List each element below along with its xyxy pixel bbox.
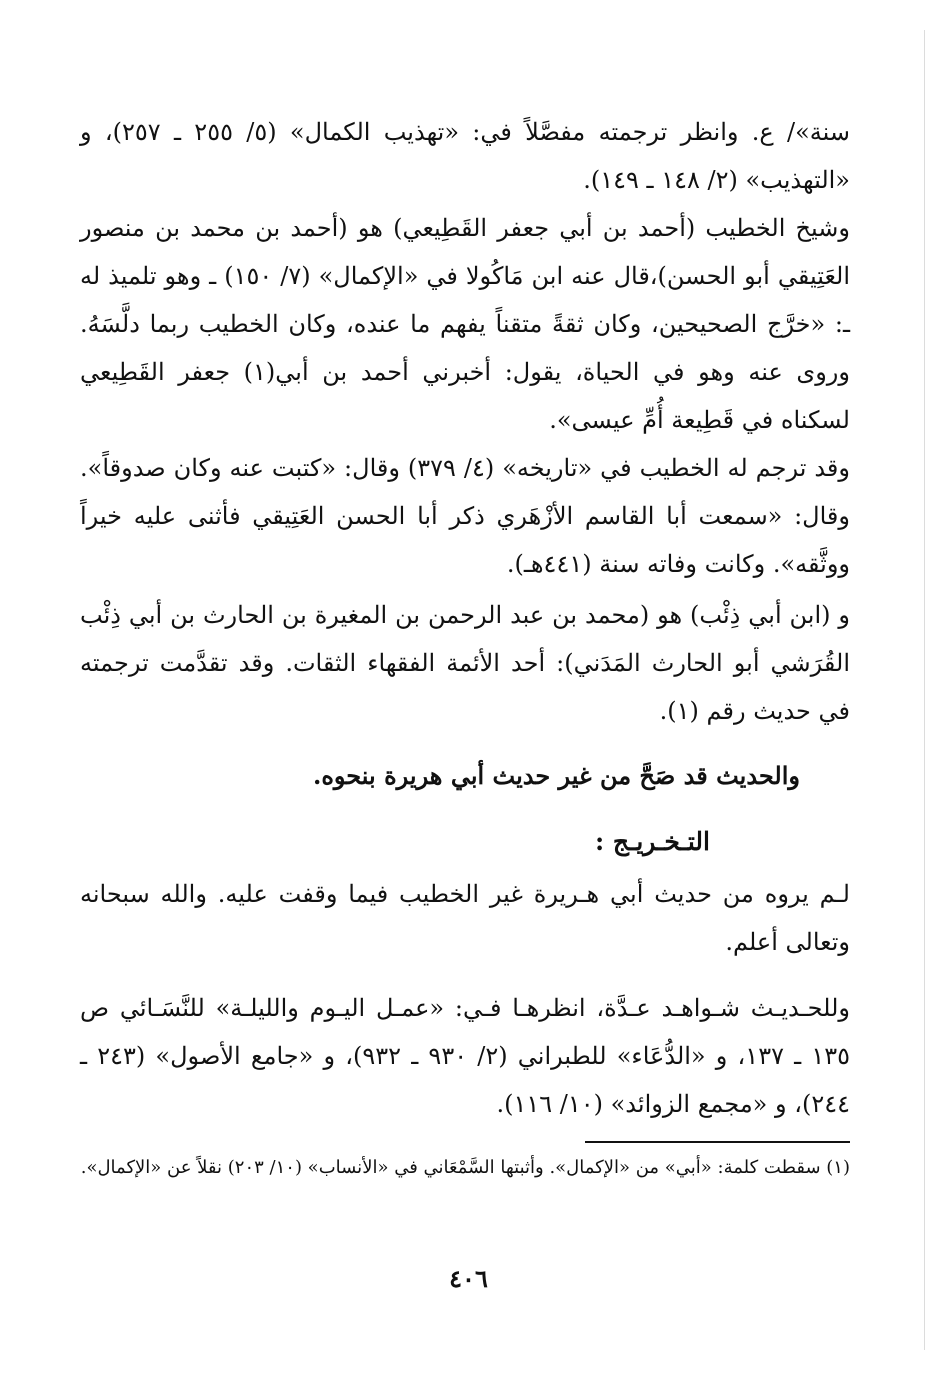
footnote-separator bbox=[585, 1141, 850, 1143]
takhrij-paragraph-2: وللحـديـث شـواهـد عـدَّة، انظرهـا فـي: «عمـل اليـوم والليلـة» للنَّسَـائي ص ١٣٥ ـ ١٣٧، و «الدُّعَاء» للطبراني (٢/ ٩٣٠ ـ ٩٣٢)، و «جامع الأصول» (٢٤٣ ـ ٢٤٤)، و «مجمع الزوائد» (١٠/ ١١٦). bbox=[80, 994, 851, 1118]
paragraph-ibn-abi-dhib: و (ابن أبي ذِئْب) هو (محمد بن عبد الرحمن بن المغيرة بن الحارث بن أبي ذِئْب القُرَشي أبو الحارث المَدَني): أحد الأئمة الفقهاء الثقات. وقد تقدَّمت ترجمته في حديث رقم (١). bbox=[80, 601, 851, 725]
page-number: ٤٠٦ bbox=[449, 1264, 488, 1293]
paragraph-khatib-tarikh: وقد ترجم له الخطيب في «تاريخه» (٤/ ٣٧٩) وقال: «كتبت عنه وكان صدوقاً». وقال: «سمعت أبا القاسم الأزْهَري ذكر أبا الحسن العَتِيقي فأثنى عليه خيراً ووثَّقه». وكانت وفاته سنة (٤٤١هـ). bbox=[80, 454, 850, 578]
takhrij-paragraph-1: لـم يروه من حديث أبي هـريرة غير الخطيب فيما وقفت عليه. والله سبحانه وتعالى أعلم. bbox=[80, 880, 850, 956]
takhrij-heading: التـخـريـج : bbox=[594, 827, 710, 856]
footnote: (١) سقطت كلمة: «أبي» من «الإكمال». وأثبتها السَّمْعَاني في «الأنساب» (١٠/ ٢٠٣) نقلاً عن «الإكمال». bbox=[80, 1157, 850, 1178]
bold-statement: والحديث قد صَحَّ من غير حديث أبي هريرة بنحوه. bbox=[312, 761, 800, 790]
paragraph-atiqi: وشيخ الخطيب (أحمد بن أبي جعفر القَطِيعي) هو (أحمد بن محمد بن منصور العَتِيقي أبو الحسن)،قال عنه ابن مَاكُولا في «الإكمال» (٧/ ١٥٠) ـ وهو تلميذ له ـ: «خرَّج الصحيحين، وكان ثقةً متقناً يفهم ما عنده، وكان الخطيب ربما دلَّسَهُ. وروى عنه وهو في الحياة، يقول: أخبرني أحمد بن أبي(١) جعفر القَطِيعي لسكناه في قَطِيعة أُمِّ عيسى». bbox=[80, 214, 851, 434]
paragraph-continuation: سنة»/ ع. وانظر ترجمته مفصَّلاً في: «تهذيب الكمال» (٥/ ٢٥٥ ـ ٢٥٧)، و «التهذيب» (٢/ ١٤٨ ـ ١٤٩). bbox=[80, 118, 851, 194]
scan-edge-line bbox=[924, 30, 925, 1350]
